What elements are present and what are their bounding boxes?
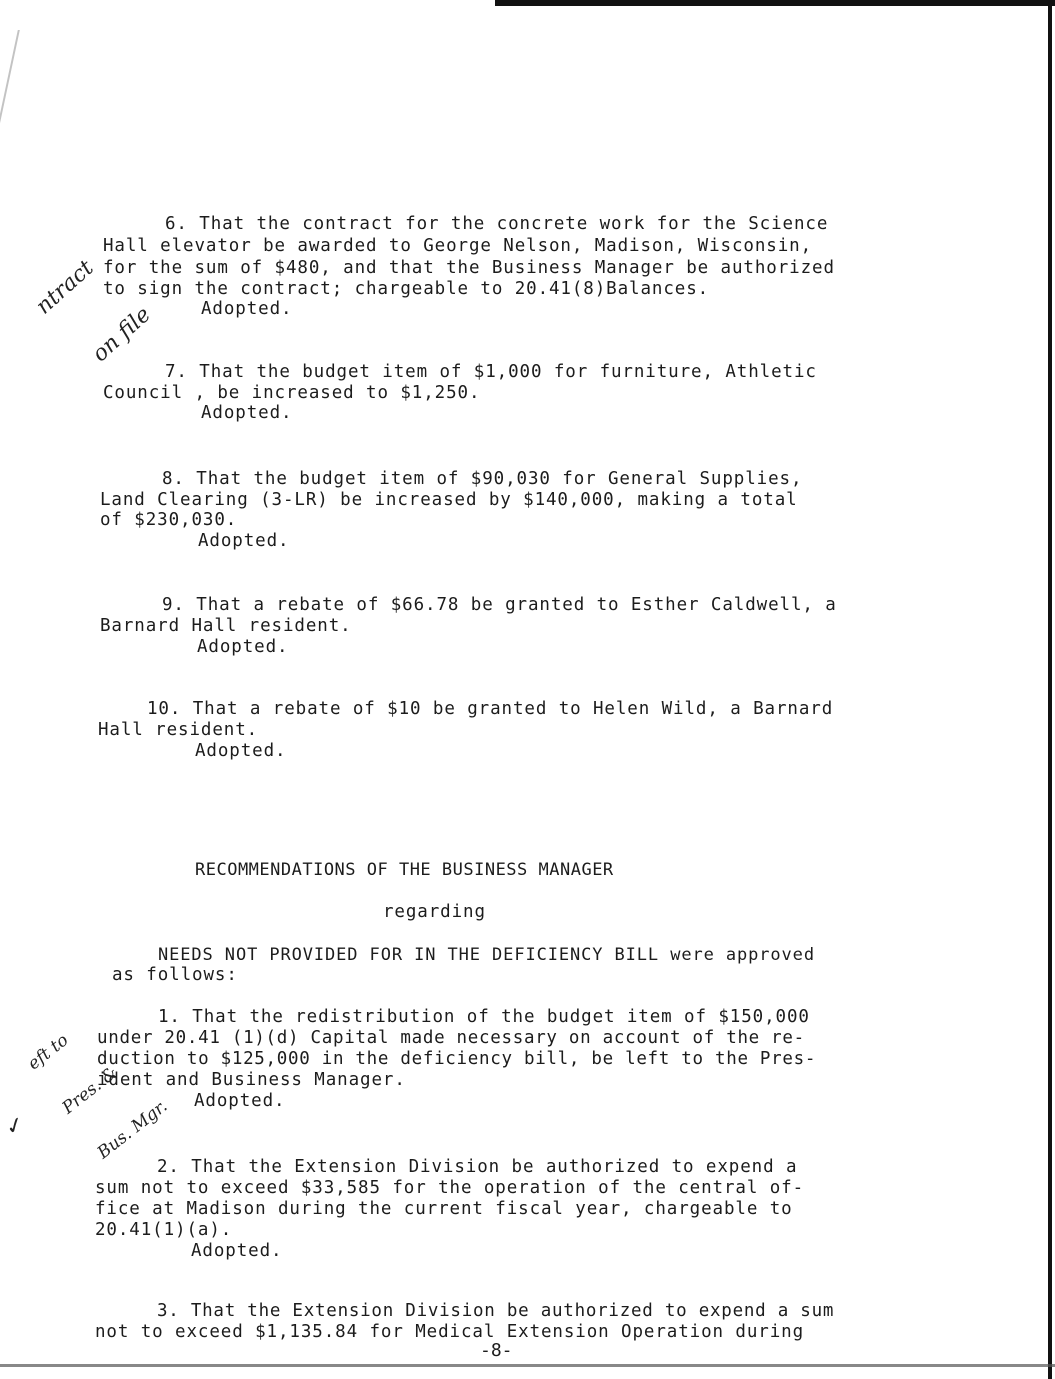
item-8-status: Adopted. (198, 531, 290, 551)
rec-1-line-2: under 20.41 (1)(d) Capital made necessary on account of the re- (97, 1028, 805, 1048)
item-10-line-2: Hall resident. (98, 720, 259, 740)
rec-1-line-4: ident and Business Manager. (97, 1070, 406, 1090)
rec-3-line-1: 3. That the Extension Division be authorized to expend a sum (157, 1301, 835, 1321)
rec-2-line-1: 2. That the Extension Division be authorized to expend a (157, 1157, 798, 1177)
rec-3-line-2: not to exceed $1,135.84 for Medical Extension Operation during (95, 1322, 805, 1342)
item-6-status: Adopted. (201, 299, 293, 319)
item-6-line-1: 6. That the contract for the concrete work for the Science (165, 214, 829, 234)
item-9-line-2: Barnard Hall resident. (100, 616, 352, 636)
item-8-line-2: Land Clearing (3-LR) be increased by $140,000, making a total (100, 490, 798, 510)
rec-1-line-3: duction to $125,000 in the deficiency bill, be left to the Pres- (97, 1049, 817, 1069)
item-6-line-4: to sign the contract; chargeable to 20.41(8)Balances. (103, 279, 710, 299)
check-icon: ✓ (2, 1111, 29, 1142)
item-6-line-3: for the sum of $480, and that the Business Manager be authorized (103, 258, 835, 278)
handwritten-line: ntract (31, 255, 99, 320)
section-heading: RECOMMENDATIONS OF THE BUSINESS MANAGER (195, 860, 614, 880)
page-edge-bottom (0, 1364, 1055, 1367)
item-8-line-1: 8. That the budget item of $90,030 for General Supplies, (162, 469, 803, 489)
handwritten-line: Pres. & (58, 1063, 122, 1119)
rec-2-line-2: sum not to exceed $33,585 for the operation of the central of- (95, 1178, 805, 1198)
item-7-line-2: Council , be increased to $1,250. (103, 383, 481, 403)
margin-pencil-mark (0, 30, 60, 160)
handwritten-line: Bus. Mgr. (93, 1095, 172, 1163)
section-intro-line-2: as follows: (112, 965, 238, 985)
item-9-status: Adopted. (197, 637, 289, 657)
handwritten-line: on file (87, 302, 156, 368)
section-subheading: regarding (383, 902, 486, 922)
page-edge-top (495, 0, 1055, 6)
rec-2-line-3: fice at Madison during the current fiscal year, chargeable to (95, 1199, 793, 1219)
rec-1-line-1: 1. That the redistribution of the budget item of $150,000 (158, 1007, 810, 1027)
rec-2-status: Adopted. (191, 1241, 283, 1261)
item-10-line-1: 10. That a rebate of $10 be granted to Helen Wild, a Barnard (147, 699, 834, 719)
item-8-line-3: of $230,030. (100, 510, 238, 530)
item-10-status: Adopted. (195, 741, 287, 761)
rec-2-line-4: 20.41(1)(a). (95, 1220, 233, 1240)
item-9-line-1: 9. That a rebate of $66.78 be granted to Esther Caldwell, a (162, 595, 837, 615)
item-7-line-1: 7. That the budget item of $1,000 for furniture, Athletic (165, 362, 817, 382)
section-intro-line-1: NEEDS NOT PROVIDED FOR IN THE DEFICIENCY BILL were approved (158, 945, 815, 965)
rec-1-status: Adopted. (194, 1091, 286, 1111)
item-6-line-2: Hall elevator be awarded to George Nelson, Madison, Wisconsin, (103, 236, 813, 256)
page-number: -8- (480, 1340, 513, 1361)
page-edge-right (1048, 0, 1052, 1379)
handwritten-line: eft to (24, 1030, 73, 1075)
item-7-status: Adopted. (201, 403, 293, 423)
